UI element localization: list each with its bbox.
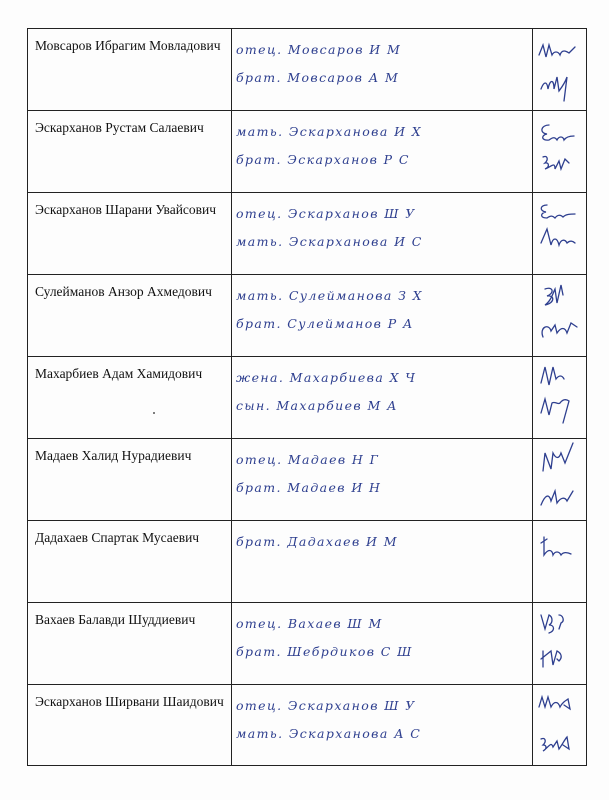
relative-entry: мать. Эскарханова И Х bbox=[236, 124, 423, 139]
person-name-cell bbox=[28, 521, 232, 603]
relatives-cell bbox=[232, 439, 533, 521]
handwritten-signature bbox=[533, 521, 587, 601]
table-row bbox=[28, 603, 587, 685]
relative-entry: брат. Мовсаров А М bbox=[236, 70, 400, 85]
person-name: Дадахаев Спартак Мусаевич bbox=[35, 530, 200, 545]
person-name-cell bbox=[28, 603, 232, 685]
relative-entry: отец. Эскарханов Ш У bbox=[236, 698, 416, 713]
person-name-cell bbox=[28, 357, 232, 439]
person-name: Махарбиев Адам Хамидович bbox=[35, 366, 203, 381]
signature-table bbox=[27, 28, 587, 766]
signature-cell bbox=[533, 193, 587, 275]
table-row bbox=[28, 275, 587, 357]
relative-entry: брат. Эскарханов Р С bbox=[236, 152, 410, 167]
handwritten-signature bbox=[533, 29, 587, 109]
signature-cell bbox=[533, 685, 587, 766]
person-name: Мадаев Халид Нурадиевич bbox=[35, 448, 192, 463]
table-row bbox=[28, 357, 587, 439]
relative-entry: отец. Мадаев Н Г bbox=[236, 452, 380, 467]
relative-entry: отец. Вахаев Ш М bbox=[236, 616, 383, 631]
relative-entry: мать. Эскарханова И С bbox=[236, 234, 423, 249]
person-name-cell bbox=[28, 111, 232, 193]
relative-entry: жена. Махарбиева Х Ч bbox=[236, 370, 417, 385]
signature-cell bbox=[533, 439, 587, 521]
handwritten-signature bbox=[533, 439, 587, 519]
signature-cell bbox=[533, 521, 587, 603]
table-row bbox=[28, 521, 587, 603]
relative-entry: мать. Сулейманова З Х bbox=[236, 288, 423, 303]
handwritten-signature bbox=[533, 275, 587, 355]
person-name: Эскарханов Ширвани Шаидович bbox=[35, 694, 224, 709]
person-name: Мовсаров Ибрагим Мовладович bbox=[35, 38, 221, 53]
handwritten-signature bbox=[533, 111, 587, 191]
relative-entry: сын. Махарбиев М А bbox=[236, 398, 398, 413]
table-row bbox=[28, 685, 587, 766]
relatives-cell bbox=[232, 685, 533, 766]
relatives-cell bbox=[232, 603, 533, 685]
person-name-cell bbox=[28, 439, 232, 521]
person-name-cell bbox=[28, 275, 232, 357]
relatives-cell bbox=[232, 275, 533, 357]
relative-entry: брат. Мадаев И Н bbox=[236, 480, 382, 495]
relative-entry: брат. Дадахаев И М bbox=[236, 534, 398, 549]
signature-cell bbox=[533, 29, 587, 111]
person-name-cell bbox=[28, 29, 232, 111]
person-name: Сулейманов Анзор Ахмедович bbox=[35, 284, 212, 299]
relatives-cell bbox=[232, 193, 533, 275]
relatives-cell bbox=[232, 521, 533, 603]
handwritten-signature bbox=[533, 685, 587, 765]
relative-entry: брат. Шебрдиков С Ш bbox=[236, 644, 413, 659]
table-row bbox=[28, 29, 587, 111]
person-name: Вахаев Балавди Шуддиевич bbox=[35, 612, 196, 627]
person-name-cell bbox=[28, 193, 232, 275]
person-name: Эскарханов Шарани Увайсович bbox=[35, 202, 217, 217]
relative-entry: брат. Сулейманов Р А bbox=[236, 316, 414, 331]
signature-cell bbox=[533, 603, 587, 685]
person-name-cell bbox=[28, 685, 232, 766]
handwritten-signature bbox=[533, 357, 587, 437]
person-name: Эскарханов Рустам Салаевич bbox=[35, 120, 204, 135]
handwritten-signature bbox=[533, 603, 587, 683]
handwritten-signature bbox=[533, 193, 587, 273]
table-row bbox=[28, 439, 587, 521]
relatives-cell bbox=[232, 111, 533, 193]
relatives-cell bbox=[232, 29, 533, 111]
signature-cell bbox=[533, 275, 587, 357]
table-row bbox=[28, 111, 587, 193]
signature-cell bbox=[533, 357, 587, 439]
relative-entry: мать. Эскарханова А С bbox=[236, 726, 422, 741]
signature-cell bbox=[533, 111, 587, 193]
relative-entry: отец. Эскарханов Ш У bbox=[236, 206, 416, 221]
table-row bbox=[28, 193, 587, 275]
relative-entry: отец. Мовсаров И М bbox=[236, 42, 402, 57]
relatives-cell bbox=[232, 357, 533, 439]
